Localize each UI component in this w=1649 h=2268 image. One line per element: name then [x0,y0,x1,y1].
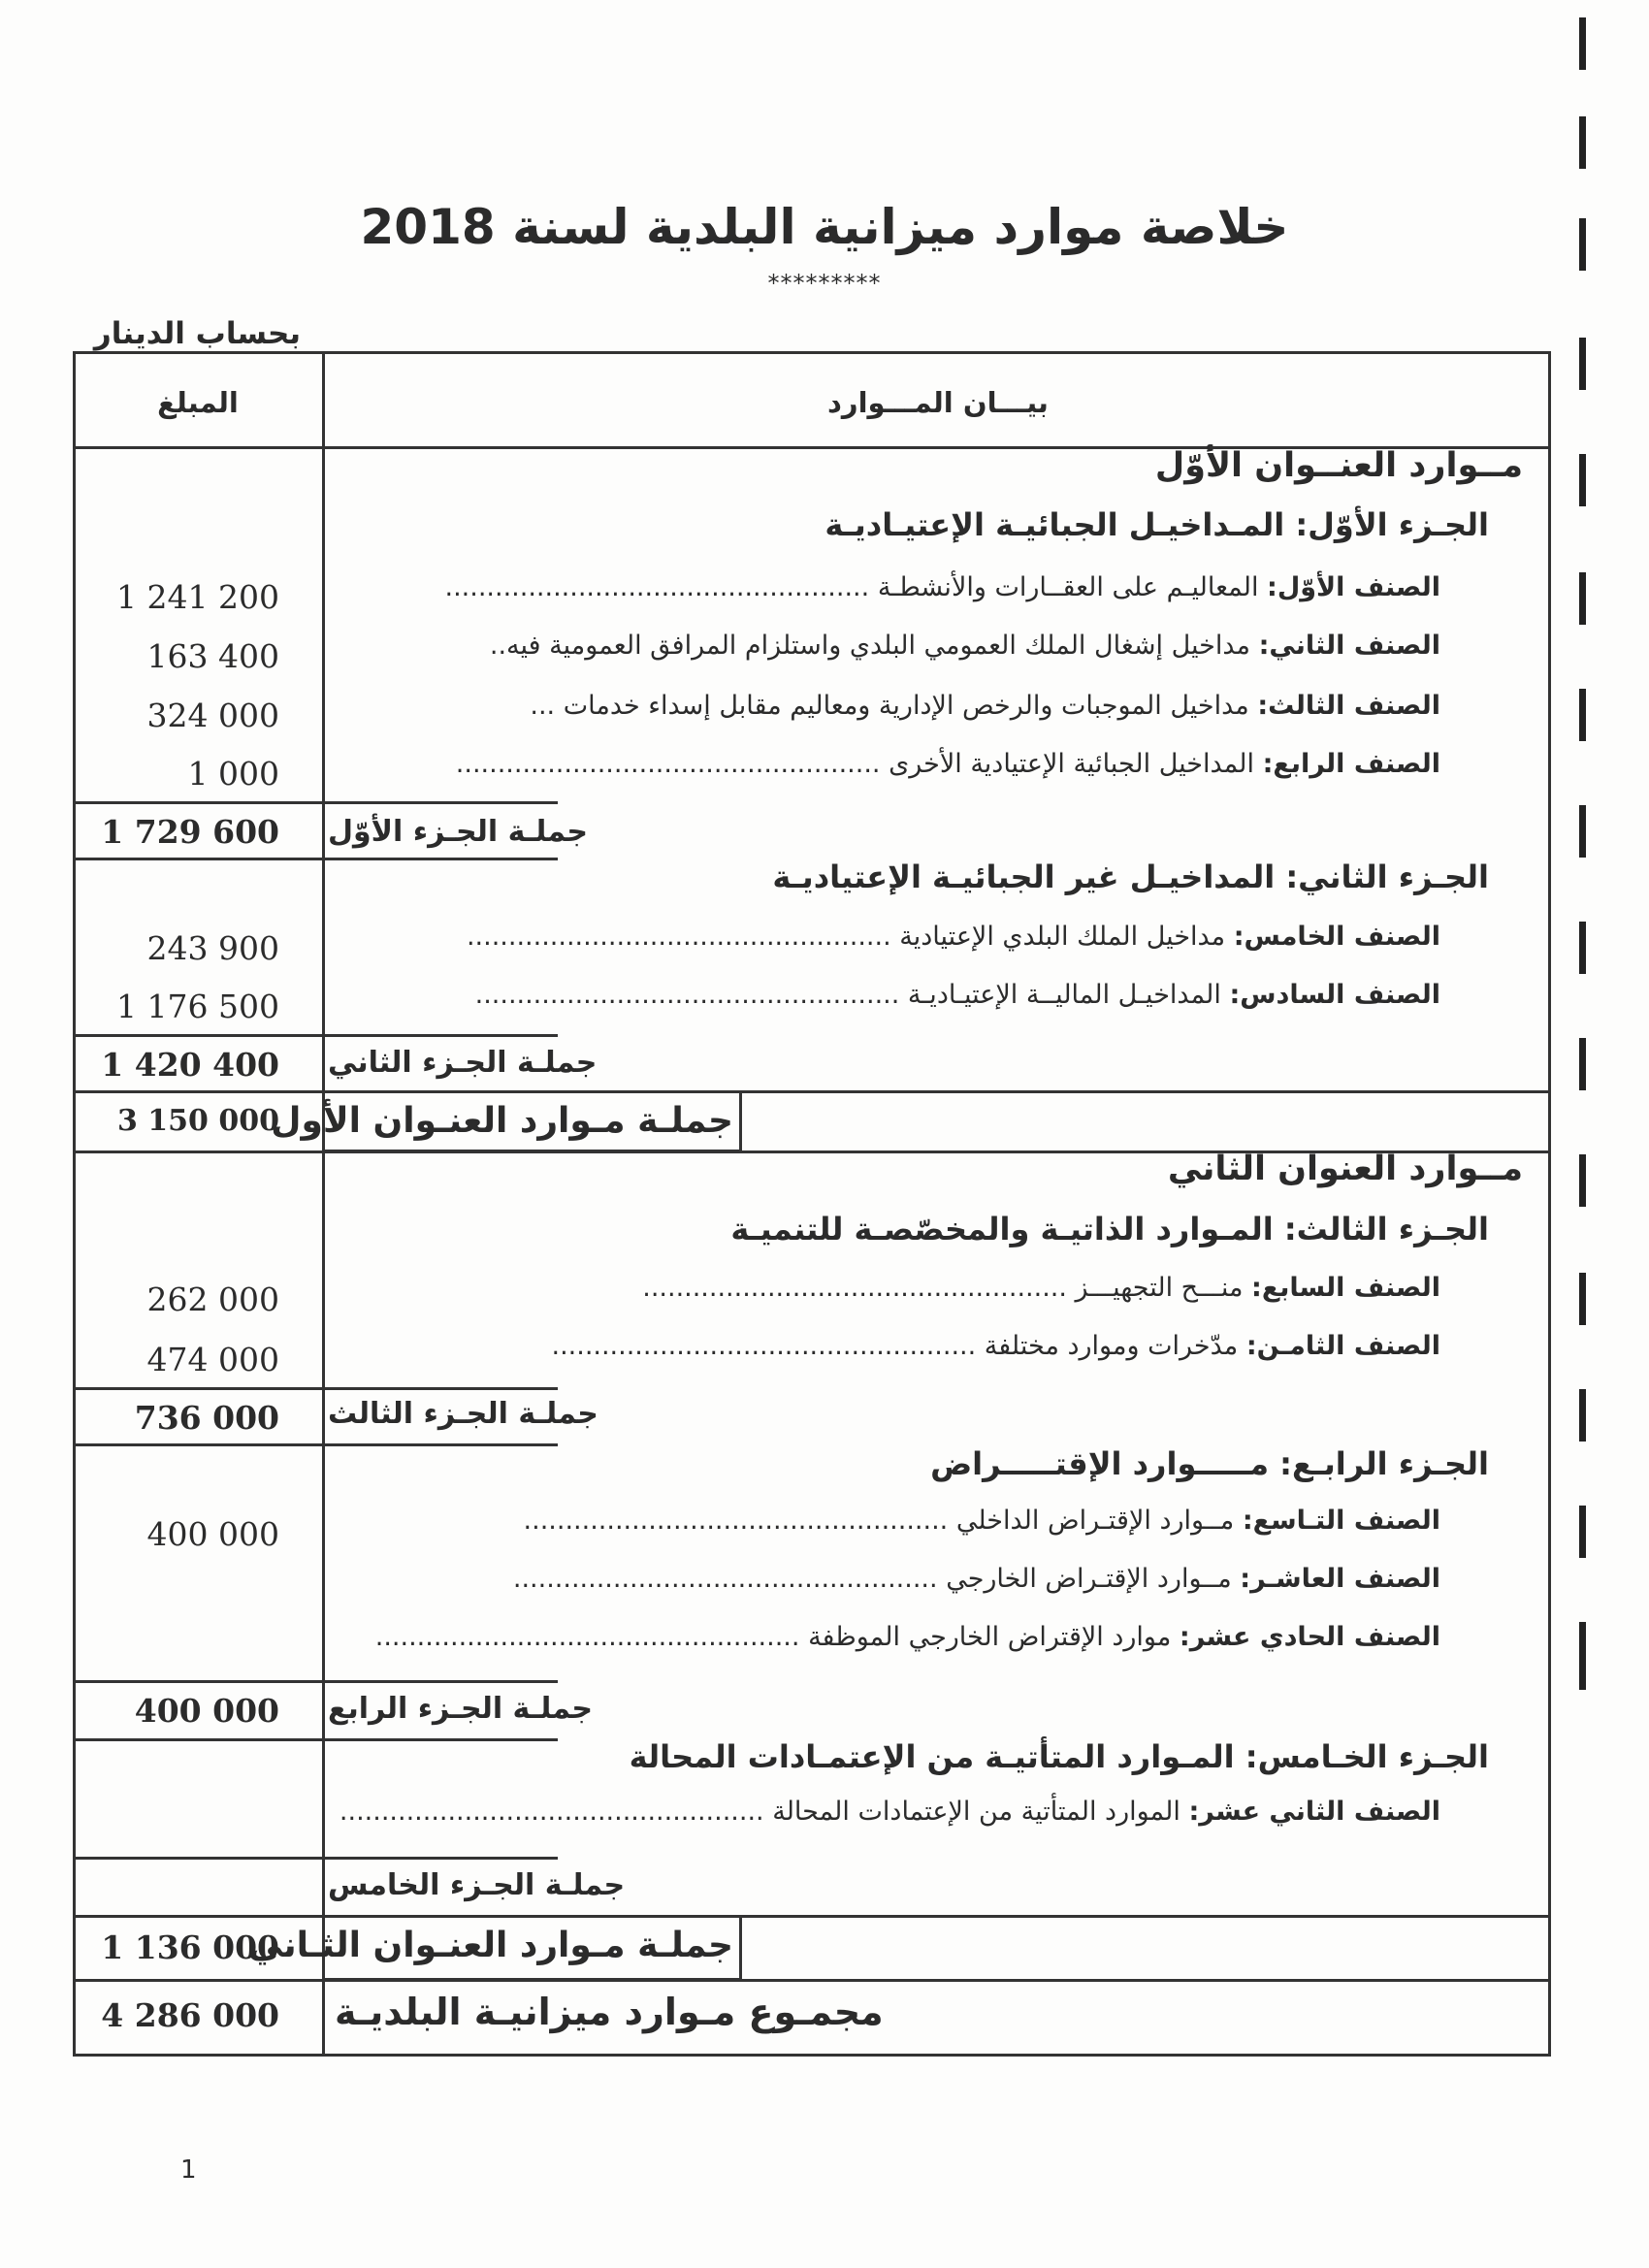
category-row: الصنف الرابع: المداخيل الجبائية الإعتيادية الأخرى ................................................... [455,749,1440,779]
category-amount: 1 241 200 [116,578,279,616]
binding-mark [1579,1641,1586,1690]
category-amount: 1 000 [187,755,279,793]
subtotal-rule [73,858,558,860]
title2-total-amount: 1 136 000 [101,1928,279,1966]
category-row: الصنف السادس: المداخيـل الماليــة الإعتيـاديـة ................................................... [474,980,1440,1010]
subtotal-rule [73,801,558,804]
binding-mark [1579,218,1586,271]
title1-total-amount: 3 150 000 [116,1104,279,1138]
category-amount: 324 000 [146,697,279,734]
grand-total-amount: 4 286 000 [101,1996,279,2034]
title-ornament: ********* [767,270,882,297]
category-row: الصنف العاشـر: مــوارد الإقتـراض الخارجي ................................................... [512,1564,1440,1594]
category-row: الصنف الثامـن: مدّخرات وموارد مختلفة ................................................... [551,1331,1440,1361]
part5-total-label: جملـة الجـزء الخامس [328,1868,626,1902]
amount-column-header: المبلغ [157,386,239,419]
subtotal-rule [73,1857,558,1860]
part1-total-amount: 1 729 600 [101,813,279,851]
category-row: الصنف الأوّل: المعاليـم على العقــارات والأنشطـة ................................................... [444,572,1440,602]
part3-total-label: جملـة الجـزء الثالث [328,1397,598,1431]
category-amount: 474 000 [146,1341,279,1378]
category-row: الصنف التـاسع: مــوارد الإقتـراض الداخلي ................................................... [523,1506,1440,1536]
part4-total-label: جملـة الجـزء الرابع [328,1692,593,1726]
subtotal-rule [73,1034,558,1037]
category-amount: 163 400 [146,637,279,675]
grand-total-label: مجمـوع مـوارد ميزانيـة البلديـة [335,1991,884,2033]
part2-total-amount: 1 420 400 [101,1046,279,1084]
binding-mark [1579,922,1586,974]
category-amount: 1 176 500 [116,988,279,1025]
grand-total-rule [73,1979,1551,1982]
part5-heading: الجـزء الخـامس: المـوارد المتأتيـة من الإعتمـادات المحالة [629,1738,1489,1775]
currency-unit-label: بحساب الدينار [93,316,301,351]
subtotal-rule [73,1680,558,1683]
part2-heading: الجـزء الثاني: المداخيـل غير الجبائيـة الإعتياديـة [772,859,1489,895]
subtotal-rule [73,1738,558,1741]
part3-total-amount: 736 000 [134,1399,279,1437]
part3-heading: الجـزء الثالث: المـوارد الذاتيـة والمخصّصـة للتنميـة [730,1211,1489,1247]
binding-mark [1579,1389,1586,1442]
category-amount: 400 000 [146,1515,279,1553]
category-amount: 262 000 [146,1280,279,1318]
binding-mark [1579,689,1586,741]
category-row: الصنف الثاني: مداخيل إشغال الملك العمومي البلدي واستلزام المرافق العمومية فيه.. [489,631,1440,661]
title1-heading: مــوارد العنــوان الأوّل [1154,446,1523,485]
binding-mark [1579,1038,1586,1090]
category-row: الصنف الحادي عشر: موارد الإقتراض الخارجي الموظفة ................................................... [374,1622,1440,1652]
binding-mark [1579,1273,1586,1325]
part1-total-label: جملـة الجـزء الأوّل [328,815,589,849]
category-amount: 243 900 [146,929,279,967]
binding-mark [1579,454,1586,506]
subtotal-rule [73,1387,558,1390]
part4-total-amount: 400 000 [134,1692,279,1730]
page-title: خلاصة موارد ميزانية البلدية لسنة 2018 [360,199,1289,255]
title2-heading: مــوارد العنوان الثاني [1167,1150,1523,1188]
description-column-header: بيـــان المـــوارد [827,386,1049,419]
binding-mark [1579,116,1586,169]
title1-total-label: جملـة مـوارد العنـوان الأول [325,1090,742,1152]
part1-heading: الجـزء الأوّل: المـداخيـل الجبائيـة الإعتيـاديـة [824,506,1489,543]
binding-mark [1579,338,1586,390]
part2-total-label: جملـة الجـزء الثاني [328,1046,598,1080]
category-row: الصنف الخامس: مداخيل الملك البلدي الإعتيادية ................................................... [466,922,1440,952]
category-row: الصنف السابع: منـــح التجهيـــز ................................................... [642,1273,1440,1303]
category-row: الصنف الثالث: مداخيل الموجبات والرخص الإدارية ومعاليم مقابل إسداء خدمات ... [530,691,1440,721]
category-row: الصنف الثاني عشر: الموارد المتأتية من الإعتمادات المحالة ................................................... [339,1797,1440,1827]
page-number: 1 [180,2155,197,2185]
binding-mark [1579,572,1586,625]
part4-heading: الجـزء الرابـع: مـــــوارد الإقتـــــراض [930,1445,1489,1482]
binding-mark [1579,805,1586,858]
binding-mark [1579,17,1586,70]
subtotal-rule [73,1443,558,1446]
binding-mark [1579,1506,1586,1558]
title2-total-label: جملـة مـوارد العنـوان الثـاني [325,1915,742,1981]
column-divider [322,351,325,2057]
binding-mark [1579,1154,1586,1207]
